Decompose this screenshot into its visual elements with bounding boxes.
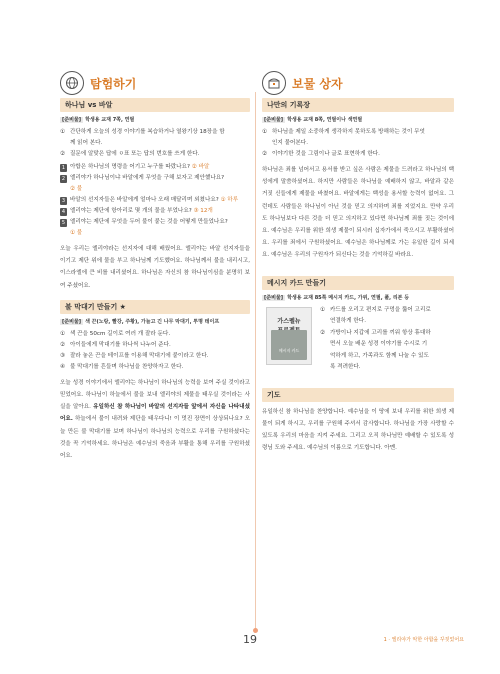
message-card-image: 가스펠뉴 메시지 카드: [266, 307, 312, 365]
block-title: 불 막대기 만들기 ★: [60, 300, 250, 314]
page-number: 19: [243, 633, 257, 646]
section-title: 탐험하기: [90, 76, 137, 91]
materials: [준비물] 학생용 교재 8쪽, 연필이나 색연필: [264, 117, 363, 123]
treasure-icon: [262, 71, 286, 95]
list-item: ② 질문에 알맞은 답에 ㅇ표 또는 답의 번호를 쓰게 한다.: [60, 151, 200, 157]
question-answer: ② 불: [70, 186, 83, 192]
list-item: 께 읽어 본다.: [70, 140, 103, 146]
question-item: 5 엘리야는 제단에 무엇을 두어 불이 붙는 것을 어떻게 만들었나요?: [61, 219, 228, 226]
block-title: 메시지 카드 만들기: [262, 276, 454, 290]
list-item: 인지 물어본다.: [272, 140, 308, 146]
block-title: 기도: [262, 388, 454, 402]
chapter-title: 1 · 엘리야가 악한 아합을 꾸짖었어요: [383, 637, 464, 643]
list-item: ② 가방이나 지갑에 고리를 끼워 항상 휴대하: [320, 329, 431, 336]
question-list: [60, 162, 250, 239]
prayer-paragraph: 유일하신 참 하나님을 찬양합니다. 예수님을 이 땅에 보내 우리를 위한 희생 제물이 되게 하시고, 우리를 구원해 주셔서 감사합니다. 하나님을 가장 사랑할 수 있도록 우리의 마음을 지켜 주세요. 그리고 오직 하나님만 예배할 수 있도록 성령님 도와 주세요. 예수님의 이름으로 기도합니다. 아멘.: [262, 408, 454, 452]
question-item: 1 아합은 하나님의 명령을 어기고 누구를 따랐나요? ② 바알: [61, 164, 210, 171]
list-item: 면서 오늘 배운 성경 이야기를 수시로 기: [330, 341, 428, 348]
right-column: [262, 98, 454, 454]
list-item: 연결하게 한다.: [330, 318, 366, 325]
list-item: ④ 불 막대기를 흔들며 하나님을 찬양하자고 한다.: [60, 363, 184, 370]
question-item: 4 엘리야는 제단에 항아리로 몇 개의 물을 부었나요? ③ 12개: [61, 208, 213, 215]
block-title: 하나님 vs 바알: [60, 98, 250, 112]
list-item: ③ 잘라 놓은 끈을 테이프를 이용해 막대기에 붙이라고 한다.: [60, 352, 209, 359]
card-activity: [262, 305, 454, 374]
explanation-paragraph: 오늘 성경 이야기에서 엘리야는 하나님이 하나님의 능력을 보여 주실 것이라고 믿었어요. 하나님이 하늘에서 불을 보내 엘리야의 제물을 태우실 것이라는 사실을 알아요. 유일하신 참 하나님이 바알의 선지자들 앞에서 자신을 나타내셨어요. 하늘에서 불이 내려와 제단을 태우다니! 이 멋진 장면이 상상되나요? 오늘 만든 불 막대기를 보며 하나님이 하나님의 능력으로 우리를 구원하셨다는 것을 꼭 기억하세요. 하나님은 예수님의 죽음과 부활을 통해 우리를 구원하셨어요.: [60, 379, 250, 460]
list-item: ② 이야기한 것을 그림이나 글로 표현하게 한다.: [262, 151, 380, 157]
section-header-treasure: [262, 70, 343, 96]
section-header-explore: [60, 70, 136, 96]
list-item: 억하게 하고, 가족과도 함께 나눌 수 있도: [330, 352, 429, 359]
list-item: ① 카드를 오리고 편지로 구멍을 뚫어 고리로: [320, 306, 431, 313]
question-item: 2 엘리야가 하나님이냐 바알에게 무엇을 구해 보자고 제안했나요?: [61, 175, 225, 182]
materials: [준비물] 학생용 교재 7쪽, 연필: [62, 117, 135, 123]
question-item: 3 바알의 선지자들은 바알에게 얼마나 오래 매달리며 외쳤나요? ① 하루: [61, 197, 239, 204]
list-item: 록 격려한다.: [330, 364, 361, 371]
materials: [준비물] 색 끈(노랑, 빨강, 주황), 가늘고 긴 나무 막대기, 투명 테이프: [62, 318, 220, 325]
section-title: 보물 상자: [292, 76, 343, 91]
column-divider: [255, 92, 256, 632]
card-steps: [320, 305, 454, 374]
list-item: ② 아이들에게 막대기를 하나씩 나누어 준다.: [60, 341, 171, 348]
list-item: ① 색 끈을 50cm 길이로 여러 개 잘라 둔다.: [60, 330, 171, 337]
explanation-paragraph: 오늘 우리는 엘리야라는 선지자에 대해 배웠어요. 엘리야는 바알 선지자들을 이기고 제단 위에 물을 부고 하나님께 기도했어요. 하나님께서 불을 내리시고, 이스라엘에 큰 비를 내리셨어요. 하나님은 자신의 참 하나님이심을 분명히 보여 주셨어요.: [60, 246, 250, 289]
left-column: [60, 98, 250, 462]
globe-icon: [60, 71, 84, 95]
materials: [준비물] 학생용 교재 85쪽 메시지 카드, 가위, 연필, 풀, 리본 등: [264, 294, 410, 301]
list-item: ① 하나님을 제일 소중하게 생각하지 못하도록 방해하는 것이 무엇: [262, 129, 425, 135]
block-title: 나만의 기록장: [262, 98, 454, 112]
list-item: ① 간단하게 오늘의 성경 이야기를 복습하거나 열왕기상 18장을 함: [60, 129, 225, 135]
question-answer: ① 불: [70, 230, 83, 236]
explanation-paragraph: 하나님은 죄를 넘어서고 용서를 받고 싶은 사람은 제물을 드려라고 하나님의 백성에게 말씀하셨어요. 하지만 사람들은 하나님을 예배하지 않고, 바알과 같은 거짓 신들에게 제물을 바쳤어요. 바알에게는 백성을 용서할 능력이 없어요. 그런데도 사람들은 하나님이 아닌 것을 믿고 의지하며 죄를 지었지요. 만약 우리도 하나님보다 다른 것을 더 믿고 의지하고 있다면 하나님께 죄를 짓는 것이에요. 예수님은 우리를 위한 희생 제물이 되시러 십자가에서 죽으시고 부활하셨어요. 우리를 죄에서 구원하셨어요. 예수님은 하나님께로 가는 유일한 길이 되세요. 예수님은 우리의 구원자가 되신다는 것을 기억하길 바라요.: [262, 167, 454, 259]
